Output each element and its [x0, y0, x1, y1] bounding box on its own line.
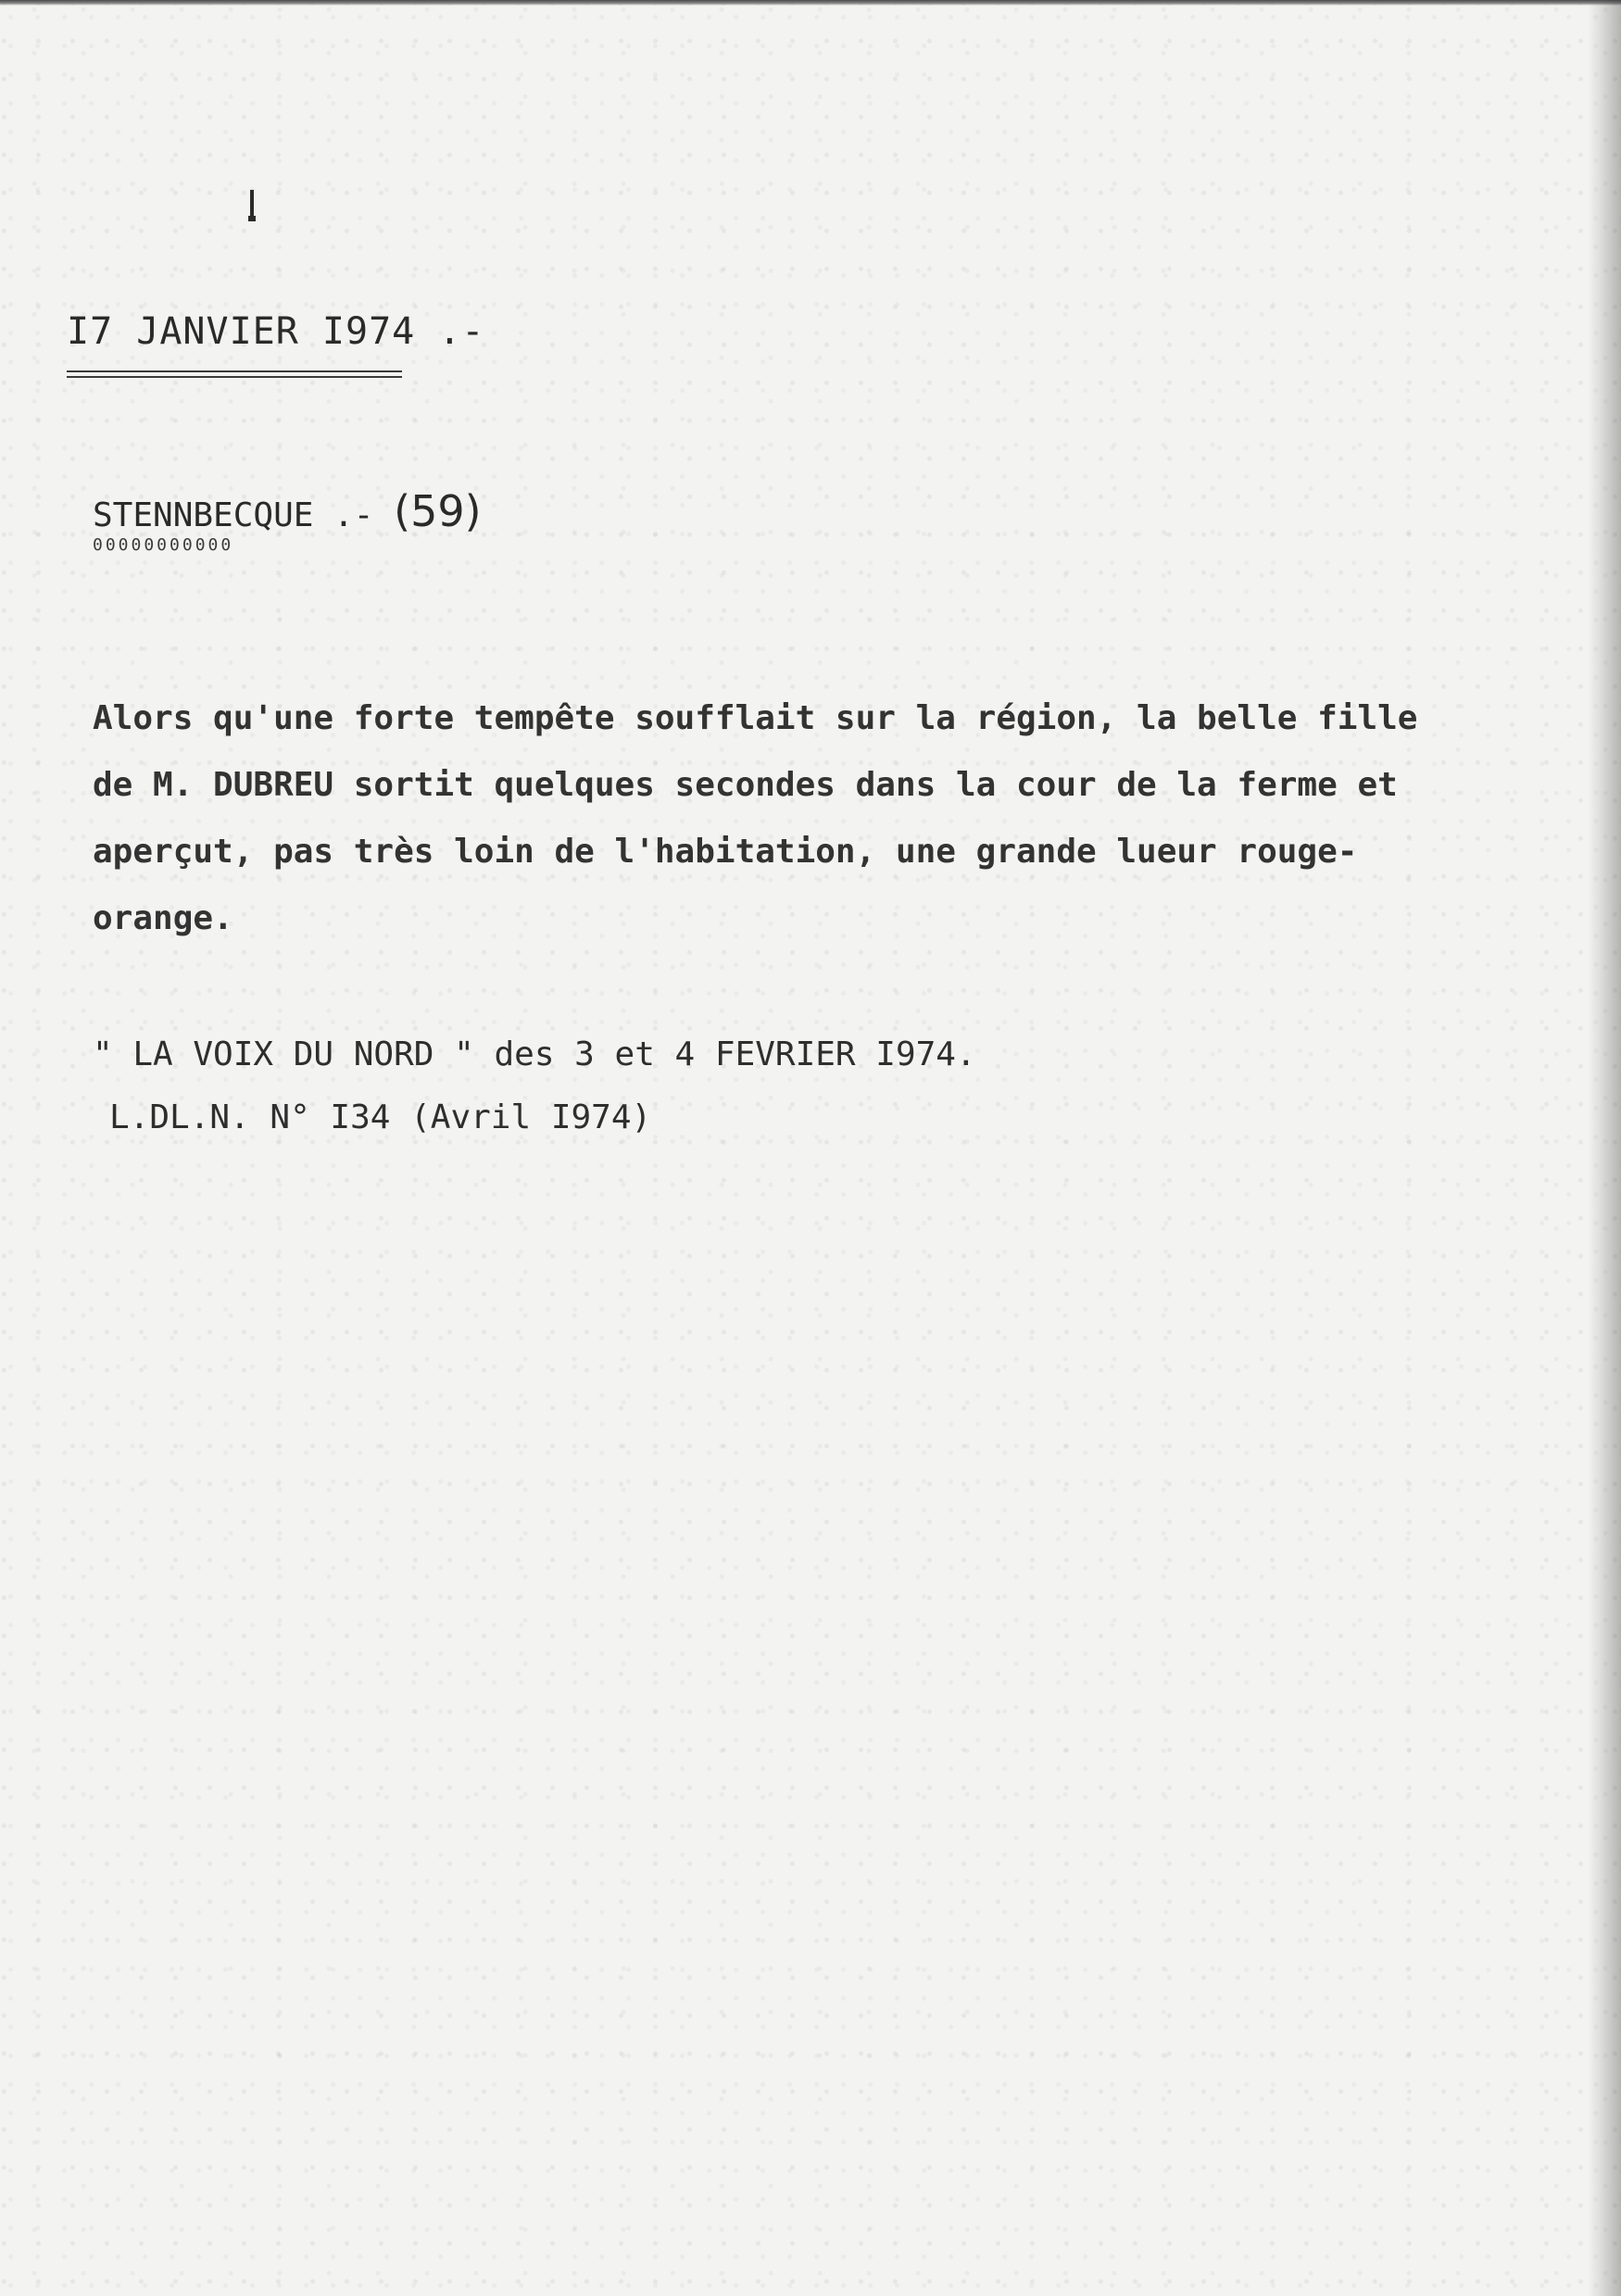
source-bulletin: L.DL.N. N° I34 (Avril I974) — [109, 1098, 652, 1136]
source-references — [93, 1023, 976, 1149]
date-heading: I7 JANVIER I974 .- — [67, 310, 485, 353]
date-double-underline — [67, 370, 402, 378]
paragraph-line: aperçut, pas très loin de l'habitation, une grande lueur rouge- — [93, 833, 1358, 871]
scan-edge-shadow — [1588, 0, 1621, 2296]
location-ornament: 00000000000 — [93, 535, 234, 555]
department-code: (59) — [394, 486, 482, 536]
ink-tick-mark — [248, 190, 256, 227]
location-name: STENNBECQUE .- — [93, 496, 374, 534]
source-newspaper: " LA VOIX DU NORD " des 3 et 4 FEVRIER I974. — [93, 1035, 976, 1073]
top-rule — [0, 0, 1621, 6]
paragraph-line: orange. — [93, 899, 233, 937]
paragraph-line: Alors qu'une forte tempête soufflait sur la région, la belle fille — [93, 699, 1418, 737]
paragraph-line: de M. DUBREU sortit quelques secondes dans la cour de la ferme et — [93, 766, 1398, 804]
location-heading — [93, 486, 482, 536]
report-paragraph — [93, 685, 1556, 952]
